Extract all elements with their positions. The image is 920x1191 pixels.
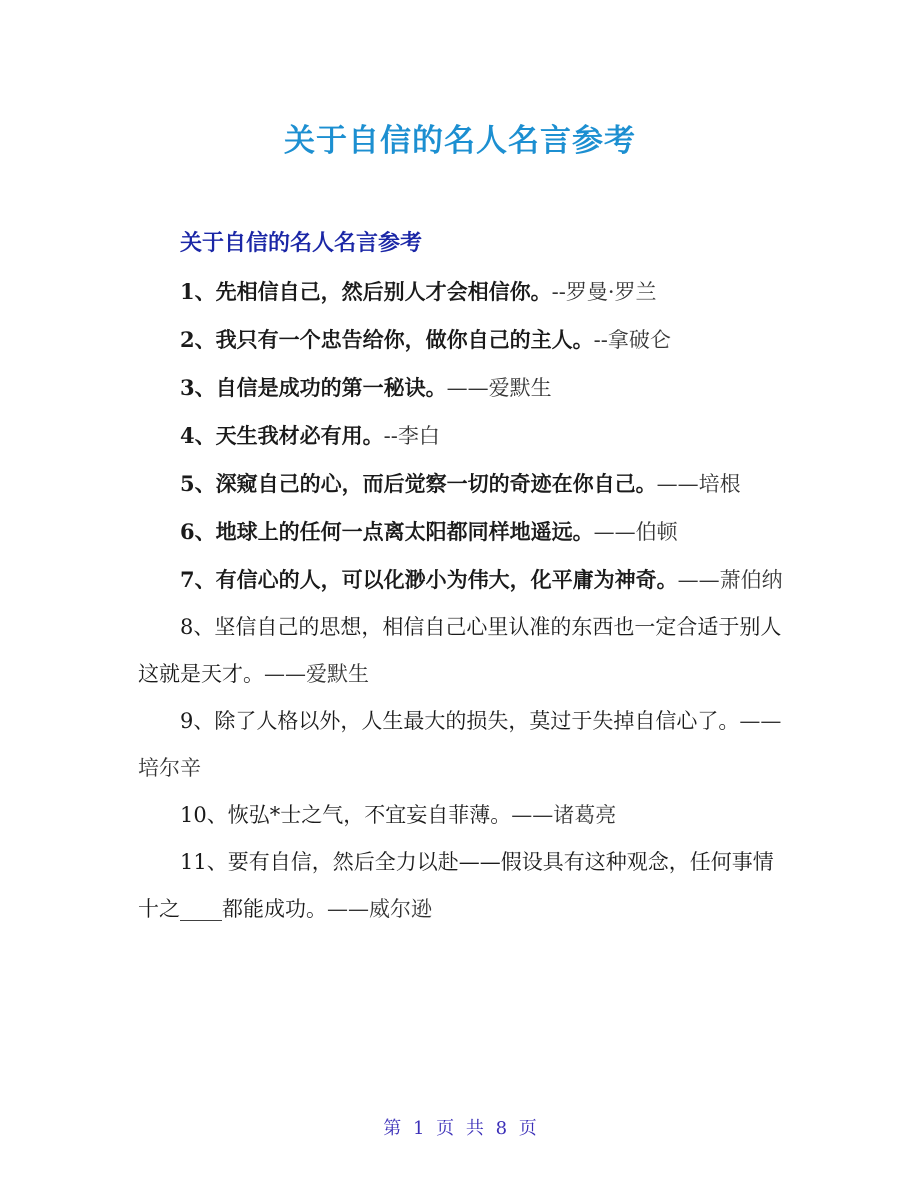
quote-author: ——诸葛亮 — [511, 803, 617, 827]
quote-author: --罗曼·罗兰 — [551, 280, 657, 304]
quote-item — [138, 268, 783, 316]
quote-author: ——培根 — [656, 472, 741, 496]
quote-text: 11、要有自信，然后全力以赴——假设具有这种观念，任何事情十之____都能成功。 — [138, 850, 774, 921]
quote-item — [138, 412, 783, 460]
quote-text: 4、天生我材必有用。 — [180, 423, 384, 448]
page-footer: 第 1 页 共 8 页 — [383, 1118, 537, 1139]
quote-author: --拿破仑 — [593, 328, 671, 352]
quote-text: 3、自信是成功的第一秘诀。 — [180, 375, 447, 400]
section-heading: 关于自信的名人名言参考 — [180, 231, 423, 256]
quote-text: 6、地球上的任何一点离太阳都同样地遥远。 — [180, 519, 594, 544]
quote-author: ——爱默生 — [446, 376, 552, 400]
quote-item — [138, 792, 783, 839]
quote-text: 5、深窥自己的心，而后觉察一切的奇迹在你自己。 — [180, 471, 657, 496]
quote-item — [138, 364, 783, 412]
quote-text: 1、先相信自己，然后别人才会相信你。 — [180, 279, 552, 304]
quote-author: ——培尔辛 — [138, 709, 782, 780]
quote-list — [138, 268, 783, 933]
quote-author: ——萧伯纳 — [677, 568, 783, 592]
quote-item — [138, 556, 783, 604]
quote-item — [138, 604, 783, 698]
quote-author: ——威尔逊 — [327, 897, 432, 921]
quote-item — [138, 698, 783, 792]
quote-author: ——伯顿 — [593, 520, 678, 544]
quote-item — [138, 508, 783, 556]
document-title: 关于自信的名人名言参考 — [284, 123, 636, 159]
quote-text: 2、我只有一个忠告给你，做你自己的主人。 — [180, 327, 594, 352]
quote-item — [138, 839, 783, 933]
quote-text: 9、除了人格以外，人生最大的损失，莫过于失掉自信心了。 — [180, 709, 740, 733]
quote-author: ——爱默生 — [264, 662, 369, 686]
quote-author: --李白 — [383, 424, 440, 448]
quote-text: 10、恢弘*士之气，不宜妄自菲薄。 — [180, 803, 512, 827]
quote-text: 8、坚信自己的思想，相信自己心里认准的东西也一定合适于别人这就是天才。 — [138, 615, 782, 686]
quote-item — [138, 316, 783, 364]
quote-item — [138, 460, 783, 508]
quote-text: 7、有信心的人，可以化渺小为伟大，化平庸为神奇。 — [180, 567, 678, 592]
